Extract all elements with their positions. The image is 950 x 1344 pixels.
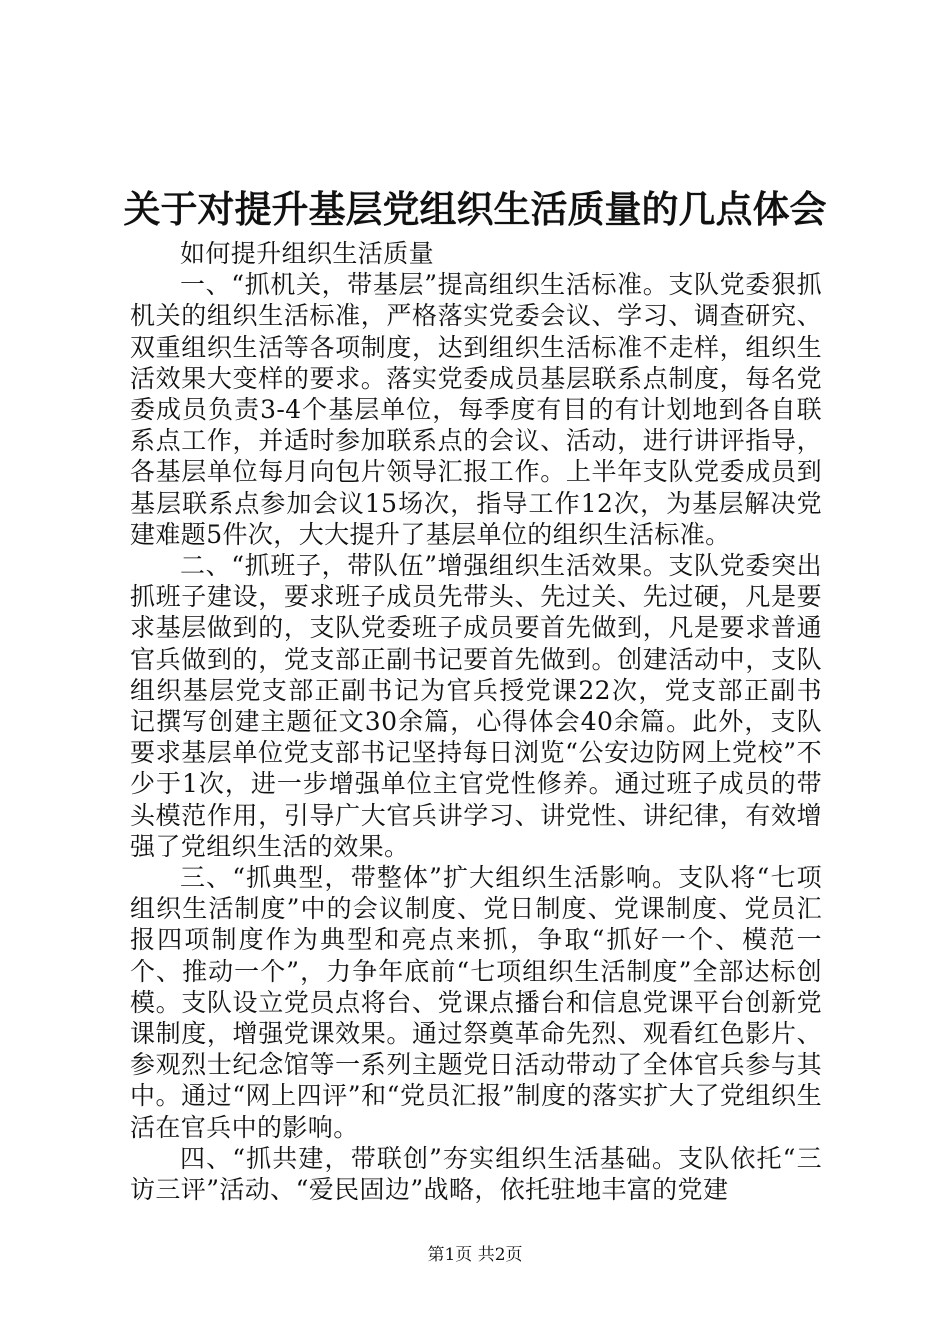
paragraph-4: 四、“抓共建，带联创”夯实组织生活基础。支队依托“三访三评”活动、“爱民固边”战略，依托驻地丰富的党建 [130, 1143, 822, 1205]
document-title: 关于对提升基层党组织生活质量的几点体会 [123, 187, 827, 231]
page-number-footer: 第1页 共2页 [427, 1245, 523, 1265]
document-body [130, 238, 822, 1205]
paragraph-2: 二、“抓班子，带队伍”增强组织生活效果。支队党委突出抓班子建设，要求班子成员先带头、先过关、先过硬，凡是要求基层做到的，支队党委班子成员要首先做到，凡是要求普通官兵做到的，党支部正副书记要首先做到。创建活动中，支队组织基层党支部正副书记为官兵授党课22次，党支部正副书记撰写创建主题征文30余篇，心得体会40余篇。此外，支队要求基层单位党支部书记坚持每日浏览“公安边防网上党校”不少于1次，进一步增强单位主官党性修养。通过班子成员的带头模范作用，引导广大官兵讲学习、讲党性、讲纪律，有效增强了党组织生活的效果。 [130, 551, 822, 861]
paragraph-3: 三、“抓典型，带整体”扩大组织生活影响。支队将“七项组织生活制度”中的会议制度、党日制度、党课制度、党员汇报四项制度作为典型和亮点来抓，争取“抓好一个、模范一个、推动一个”，力争年底前“七项组织生活制度”全部达标创模。支队设立党员点将台、党课点播台和信息党课平台创新党课制度，增强党课效果。通过祭奠革命先烈、观看红色影片、参观烈士纪念馆等一系列主题党日活动带动了全体官兵参与其中。通过“网上四评”和“党员汇报”制度的落实扩大了党组织生活在官兵中的影响。 [130, 863, 822, 1142]
document-subtitle: 如何提升组织生活质量 [180, 239, 435, 268]
paragraph-1: 一、“抓机关，带基层”提高组织生活标准。支队党委狠抓机关的组织生活标准，严格落实党委会议、学习、调查研究、双重组织生活等各项制度，达到组织生活标准不走样，组织生活效果大变样的要求。落实党委成员基层联系点制度，每名党委成员负责3-4个基层单位，每季度有目的有计划地到各自联系点工作，并适时参加联系点的会议、活动，进行讲评指导，各基层单位每月向包片领导汇报工作。上半年支队党委成员到基层联系点参加会议15场次，指导工作12次，为基层解决党建难题5件次，大大提升了基层单位的组织生活标准。 [130, 270, 822, 549]
